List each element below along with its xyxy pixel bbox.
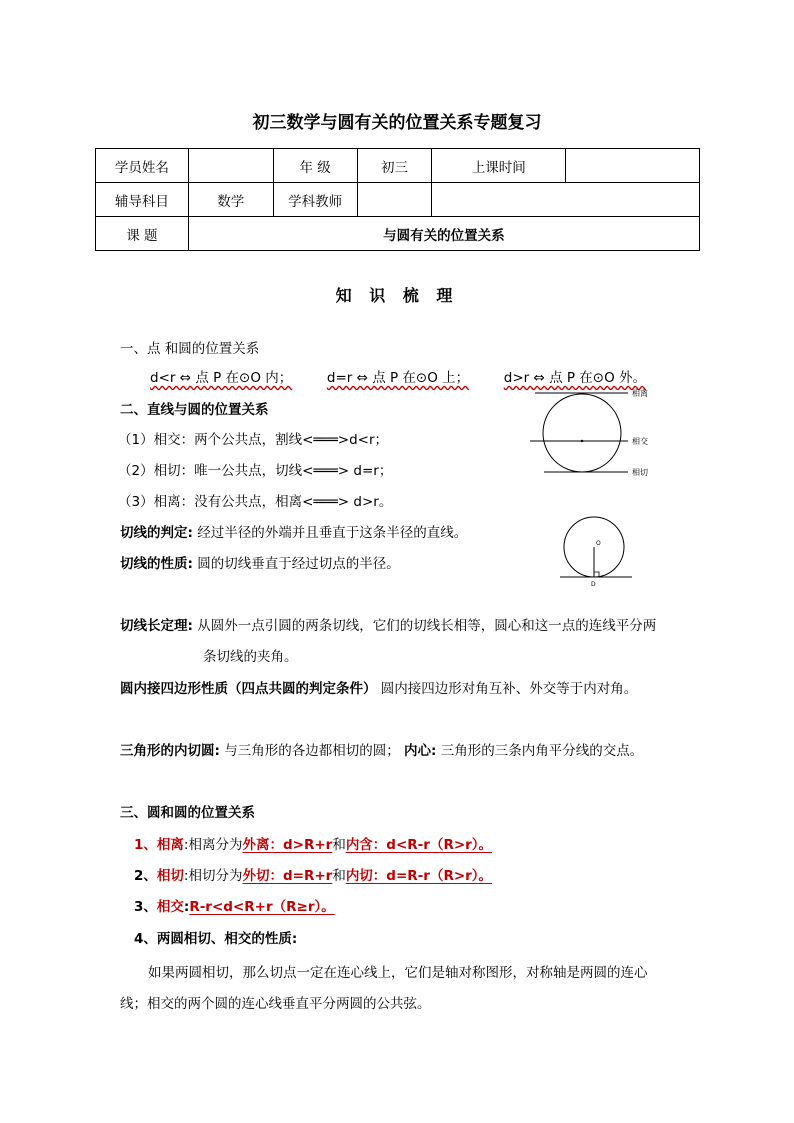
figure-label: D: [591, 581, 596, 588]
tangent-judge-text: 经过半径的外端并且垂直于这条半径的直线。: [197, 525, 468, 541]
intersect-colon: :: [183, 899, 190, 915]
cyclic-quad-label: 圆内接四边形性质（四点共圆的判定条件）: [120, 681, 377, 697]
table-cell: 课 题: [96, 217, 189, 251]
tangent-judge-label: 切线的判定:: [120, 525, 193, 541]
intersect-name: 相交: [156, 899, 184, 915]
table-cell: 数学: [188, 183, 273, 217]
table-cell: 上课时间: [432, 149, 566, 183]
tangent-property-text: 圆的切线垂直于经过切点的半径。: [197, 556, 400, 572]
tangent-external: 外切：d=R+r: [242, 868, 333, 884]
incenter-label: 内心:: [404, 743, 437, 759]
cyclic-quad-text: 圆内接四边形对角互补、外交等于内对角。: [380, 681, 638, 697]
line-circle-figure: [530, 385, 670, 485]
line-circle-item: （2）相切：唯一公共点，切线<═══> d=r；: [118, 463, 393, 479]
figure-label: O: [596, 540, 601, 547]
circle-separate: [134, 833, 492, 853]
separate-external: 外离：d>R+r: [242, 837, 333, 853]
separate-internal: 内含：d<R-r（R>r）。: [345, 837, 493, 853]
tangent-length-continued: 条切线的夹角。: [203, 649, 298, 665]
circle-properties-heading: 4、两圆相切、相交的性质:: [134, 931, 298, 947]
separate-name: 相离: [156, 837, 184, 853]
tangent-internal: 内切：d=R-r（R>r）。: [345, 868, 493, 884]
tangent-length: [120, 614, 656, 634]
tangent-property-label: 切线的性质:: [120, 556, 193, 572]
relation-on: d=r ⇔ 点 P 在⊙O 上；: [326, 370, 470, 386]
circle-tangent: [134, 864, 492, 884]
figure-label: 相离: [632, 389, 648, 398]
line-circle-item: （3）相离：没有公共点，相离<═══> d>r。: [118, 494, 393, 510]
cyclic-quadrilateral: [120, 677, 637, 697]
incircle-text: 与三角形的各边都相切的圆；: [224, 743, 400, 759]
tangent-intro: :相切分为: [183, 868, 243, 884]
separate-number: 1、: [134, 837, 157, 853]
point-circle-relations: [150, 366, 646, 386]
figure-label: 相切: [632, 468, 648, 477]
tangent-and: 和: [332, 868, 346, 884]
incircle-label: 三角形的内切圆:: [120, 743, 220, 759]
table-cell: 辅导科目: [96, 183, 189, 217]
point-circle-heading: 一、点 和圆的位置关系: [120, 341, 260, 357]
table-cell: 初三: [357, 149, 432, 183]
circle-intersect: [134, 895, 335, 915]
tangent-judge: [120, 521, 467, 541]
figure-circle: [543, 394, 621, 472]
table-cell: [188, 149, 273, 183]
relation-outside: d>r ⇔ 点 P 在⊙O 外。: [503, 370, 647, 386]
tangent-number: 2、: [134, 868, 157, 884]
incircle: [120, 739, 643, 759]
tangent-name: 相切: [156, 868, 184, 884]
circle-properties-text: 如果两圆相切，那么切点一定在连心线上，它们是轴对称图形，对称轴是两圆的连心: [148, 965, 648, 981]
circle-properties-text-continued: 线；相交的两个圆的连心线垂直平分两圆的公共弦。: [120, 996, 431, 1012]
table-cell: [432, 183, 700, 217]
tangent-figure: [558, 515, 638, 590]
table-row: [96, 183, 700, 217]
table-cell: [357, 183, 432, 217]
tangent-length-text: 从圆外一点引圆的两条切线，它们的切线长相等，圆心和这一点的连线平分两: [197, 618, 657, 634]
circle-circle-heading: 三、圆和圆的位置关系: [120, 805, 255, 821]
table-cell: 与圆有关的位置关系: [188, 217, 699, 251]
section-heading: 知 识 梳 理: [335, 286, 459, 305]
document-title: 初三数学与圆有关的位置关系专题复习: [252, 113, 542, 133]
table-row: [96, 149, 700, 183]
intersect-number: 3、: [134, 899, 157, 915]
table-cell: 年 级: [273, 149, 357, 183]
incenter-text: 三角形的三条内角平分线的交点。: [440, 743, 644, 759]
info-table: [95, 148, 700, 251]
figure-center-point: [581, 440, 583, 442]
separate-intro: :相离分为: [183, 837, 243, 853]
separate-and: 和: [332, 837, 346, 853]
figure-label: 相交: [632, 437, 648, 446]
line-circle-heading: 二、直线与圆的位置关系: [120, 402, 269, 418]
relation-inside: d<r ⇔ 点 P 在⊙O 内；: [150, 370, 293, 386]
tangent-property: [120, 552, 400, 572]
table-cell: [566, 149, 700, 183]
table-row: [96, 217, 700, 251]
intersect-condition: R-r<d<R+r（R≥r）。: [189, 899, 335, 915]
table-cell: 学科教师: [273, 183, 357, 217]
line-circle-item: （1）相交：两个公共点，割线<═══>d<r；: [118, 432, 389, 448]
tangent-length-label: 切线长定理:: [120, 618, 193, 634]
table-cell: 学员姓名: [96, 149, 189, 183]
